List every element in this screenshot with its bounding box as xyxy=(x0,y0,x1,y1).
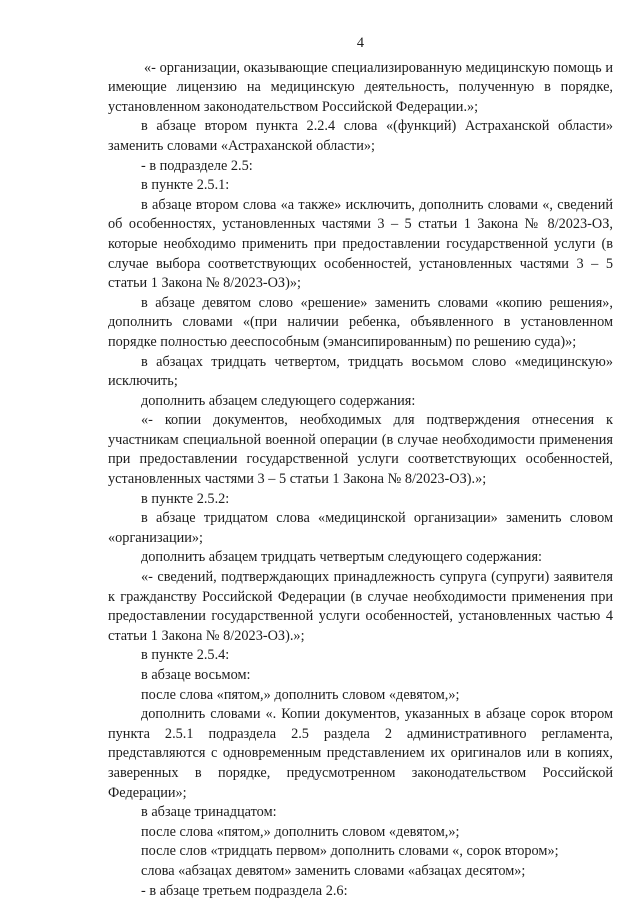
paragraph: в абзаце втором пункта 2.2.4 слова «(функций) Астраханской области» заменить словами «Астраханской области»; xyxy=(108,118,613,154)
paragraph: «- организации, оказывающие специализированную медицинскую помощь и имеющие лицензию на медицинскую деятельность, полученную в порядке, установленном законодательством Российской Федерации.»; xyxy=(108,59,613,115)
paragraph: в пункте 2.5.4: xyxy=(141,647,230,664)
paragraph: в абзаце восьмом: xyxy=(141,667,251,683)
paragraph: «- копии документов, необходимых для подтверждения отнесения к участникам специальной военной операции (в случае необходимости применения при предоставлении государственной услуги соответствующих особенностей, установленных частями 3 – 5 статьи 1 Закона № 8/2023-ОЗ).»; xyxy=(108,412,613,488)
paragraph: - в подразделе 2.5: xyxy=(141,157,253,174)
paragraph: в пункте 2.5.1: xyxy=(141,177,230,194)
page-number: 4 xyxy=(356,35,365,51)
paragraph: в абзацах тридцать четвертом, тридцать восьмом слово «медицинскую» исключить; xyxy=(108,353,613,390)
paragraph: слова «абзацах девятом» заменить словами «абзацах десятом»; xyxy=(141,862,526,879)
paragraph: после слова «пятом,» дополнить словом «девятом,»; xyxy=(141,686,460,703)
paragraph: в абзаце втором слова «а также» исключить, дополнить словами «, сведений об особенностях, установленных частями 3 – 5 статьи 1 Закона № 8/2023-ОЗ, которые необходимо применить при предоставлении государственной услуги (в случае выбора соответствующих особенностей, установленных частями 3 – 5 статьи 1 Закона № 8/2023-ОЗ)»; xyxy=(108,196,613,292)
paragraph: дополнить абзацем тридцать четвертым следующего содержания: xyxy=(141,549,542,566)
paragraph: в пункте 2.5.2: xyxy=(141,490,230,507)
paragraph: - в абзаце третьем подраздела 2.6: xyxy=(141,882,348,899)
paragraph: дополнить словами «. Копии документов, указанных в абзаце сорок втором пункта 2.5.1 подраздела 2.5 раздела 2 административного регламента, представляются с одновременным представлением их оригиналов или в копиях, заверенных в порядке, предусмотренном законодательством Российской Федерации»; xyxy=(108,706,613,801)
paragraph: дополнить абзацем следующего содержания: xyxy=(141,392,416,409)
paragraph: «- сведений, подтверждающих принадлежность супруга (супруги) заявителя к гражданству Российской Федерации (в случае необходимости применения при предоставлении государственной услуги особенностей, установленных частью 4 статьи 1 Закона № 8/2023-ОЗ).»; xyxy=(108,569,613,644)
paragraph: в абзаце девятом слово «решение» заменить словами «копию решения», дополнить словами «(при наличии ребенка, объявленного в установленном порядке полностью дееспособным (эмансипированным) по решению суда)»; xyxy=(108,294,613,350)
paragraph: в абзаце тринадцатом: xyxy=(141,804,277,821)
paragraph: в абзаце тридцатом слова «медицинской организации» заменить словом «организации»; xyxy=(108,510,613,546)
paragraph: после слова «пятом,» дополнить словом «девятом,»; xyxy=(141,823,460,840)
paragraph: после слов «тридцать первом» дополнить словами «, сорок втором»; xyxy=(141,843,559,860)
